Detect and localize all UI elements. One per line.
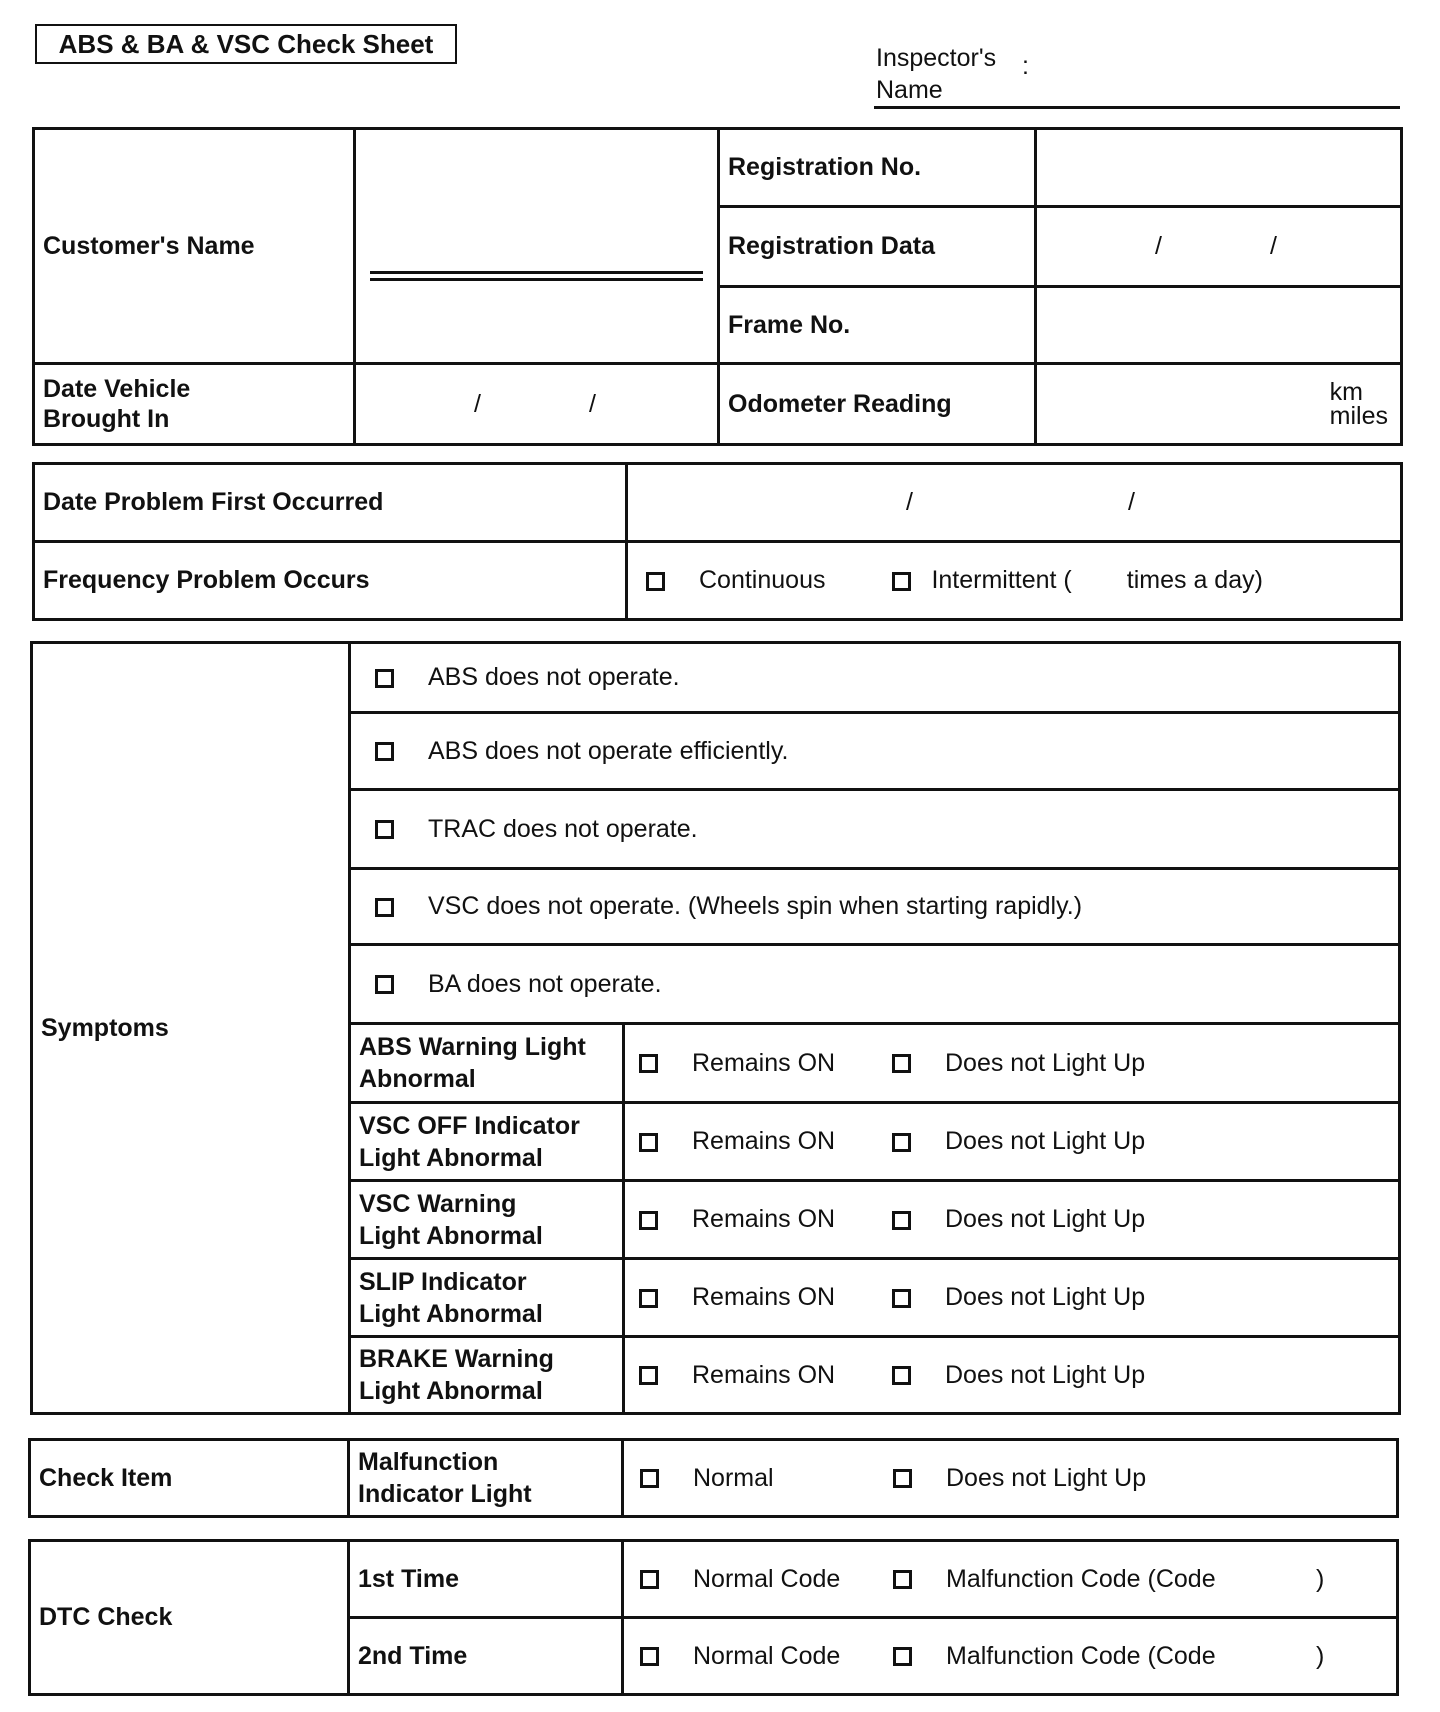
light-options bbox=[624, 1337, 1400, 1414]
normal-checkbox[interactable] bbox=[640, 1469, 659, 1488]
malfunction-indicator-label: Malfunction Indicator Light bbox=[349, 1440, 623, 1517]
vehicle-table bbox=[32, 127, 1403, 446]
normal-code-label: Normal Code bbox=[693, 1564, 841, 1593]
normal-label: Normal bbox=[693, 1463, 774, 1492]
malfunction-code-label: Malfunction Code (Code bbox=[946, 1564, 1216, 1593]
date-first-label: Date Problem First Occurred bbox=[34, 464, 627, 542]
continuous-checkbox[interactable] bbox=[646, 572, 665, 591]
date-brought-field[interactable] bbox=[355, 364, 719, 445]
dtc-options bbox=[623, 1618, 1398, 1695]
symptoms-label: Symptoms bbox=[32, 643, 350, 1414]
symptom-row bbox=[350, 869, 1400, 945]
light-label: ABS Warning Light Abnormal bbox=[350, 1024, 624, 1103]
not-light-checkbox[interactable] bbox=[892, 1054, 911, 1073]
frequency-options bbox=[627, 542, 1402, 620]
date-first-field[interactable] bbox=[627, 464, 1402, 542]
light-label: VSC OFF Indicator Light Abnormal bbox=[350, 1103, 624, 1181]
symptom-checkbox[interactable] bbox=[375, 975, 394, 994]
light-options bbox=[624, 1259, 1400, 1337]
normal-code-checkbox[interactable] bbox=[640, 1570, 659, 1589]
not-light-checkbox[interactable] bbox=[893, 1469, 912, 1488]
remains-on-checkbox[interactable] bbox=[639, 1289, 658, 1308]
symptoms-table bbox=[30, 641, 1401, 1415]
light-options bbox=[624, 1024, 1400, 1103]
inspector-label: Inspector's Name bbox=[876, 44, 997, 104]
light-label: BRAKE Warning Light Abnormal bbox=[350, 1337, 624, 1414]
remains-on-label: Remains ON bbox=[692, 1127, 836, 1155]
remains-on-label: Remains ON bbox=[692, 1205, 836, 1233]
light-label: VSC Warning Light Abnormal bbox=[350, 1181, 624, 1259]
symptom-row bbox=[350, 643, 1400, 713]
malfunction-code-label: Malfunction Code (Code bbox=[946, 1641, 1216, 1670]
not-light-label: Does not Light Up bbox=[945, 1360, 1146, 1389]
dtc-table bbox=[28, 1539, 1399, 1696]
malfunction-code-checkbox[interactable] bbox=[893, 1647, 912, 1666]
not-light-checkbox[interactable] bbox=[892, 1211, 911, 1230]
symptom-checkbox[interactable] bbox=[375, 742, 394, 761]
symptom-text: ABS does not operate efficiently. bbox=[428, 736, 789, 765]
customer-name-label: Customer's Name bbox=[34, 129, 355, 364]
date-slash: / bbox=[588, 389, 596, 418]
first-time-label: 1st Time bbox=[349, 1541, 623, 1618]
malfunction-code-checkbox[interactable] bbox=[893, 1570, 912, 1589]
registration-no-label: Registration No. bbox=[719, 129, 1036, 207]
normal-code-label: Normal Code bbox=[693, 1641, 841, 1670]
date-brought-label: Date Vehicle Brought In bbox=[34, 364, 355, 445]
symptom-row bbox=[350, 945, 1400, 1024]
date-slash: / bbox=[1269, 232, 1277, 260]
remains-on-label: Remains ON bbox=[692, 1283, 836, 1311]
continuous-label: Continuous bbox=[699, 566, 826, 594]
times-a-day-label: times a day) bbox=[1126, 566, 1263, 594]
not-light-label: Does not Light Up bbox=[945, 1048, 1146, 1077]
remains-on-checkbox[interactable] bbox=[639, 1366, 658, 1385]
frame-no-label: Frame No. bbox=[719, 287, 1036, 364]
unit-km: km bbox=[1329, 378, 1363, 406]
not-light-checkbox[interactable] bbox=[892, 1289, 911, 1308]
frequency-label: Frequency Problem Occurs bbox=[34, 542, 627, 620]
not-light-label: Does not Light Up bbox=[945, 1127, 1146, 1155]
inspector-colon: : bbox=[1022, 52, 1029, 80]
normal-code-checkbox[interactable] bbox=[640, 1647, 659, 1666]
symptom-checkbox[interactable] bbox=[375, 820, 394, 839]
not-light-label: Does not Light Up bbox=[946, 1463, 1147, 1492]
light-label: SLIP Indicator Light Abnormal bbox=[350, 1259, 624, 1337]
symptom-row bbox=[350, 790, 1400, 869]
symptom-text: VSC does not operate. (Wheels spin when starting rapidly.) bbox=[428, 892, 1083, 920]
not-light-label: Does not Light Up bbox=[945, 1205, 1146, 1233]
remains-on-checkbox[interactable] bbox=[639, 1133, 658, 1152]
check-item-label: Check Item bbox=[30, 1440, 349, 1517]
intermittent-label: Intermittent ( bbox=[931, 566, 1072, 594]
second-time-label: 2nd Time bbox=[349, 1618, 623, 1695]
close-paren: ) bbox=[1316, 1564, 1325, 1593]
date-slash: / bbox=[474, 389, 481, 418]
symptom-checkbox[interactable] bbox=[375, 669, 394, 688]
date-slash: / bbox=[1127, 488, 1135, 516]
check-item-table bbox=[28, 1438, 1399, 1518]
not-light-label: Does not Light Up bbox=[945, 1283, 1146, 1311]
intermittent-checkbox[interactable] bbox=[892, 572, 911, 591]
symptom-row bbox=[350, 713, 1400, 790]
light-options bbox=[624, 1103, 1400, 1181]
remains-on-label: Remains ON bbox=[692, 1360, 836, 1389]
close-paren: ) bbox=[1316, 1641, 1325, 1670]
remains-on-checkbox[interactable] bbox=[639, 1211, 658, 1230]
unit-miles: miles bbox=[1329, 402, 1388, 430]
dtc-check-label: DTC Check bbox=[30, 1541, 349, 1695]
registration-data-field[interactable] bbox=[1036, 207, 1402, 287]
inspector-name-field[interactable] bbox=[874, 106, 1400, 109]
sheet-title: ABS & BA & VSC Check Sheet bbox=[35, 24, 457, 64]
symptom-text: BA does not operate. bbox=[428, 969, 662, 998]
check-options bbox=[623, 1440, 1398, 1517]
symptom-text: TRAC does not operate. bbox=[428, 814, 698, 843]
light-options bbox=[624, 1181, 1400, 1259]
frame-no-field[interactable] bbox=[1036, 287, 1402, 364]
date-slash: / bbox=[1155, 232, 1162, 260]
remains-on-label: Remains ON bbox=[692, 1048, 836, 1077]
problem-table bbox=[32, 462, 1403, 621]
registration-data-label: Registration Data bbox=[719, 207, 1036, 287]
date-slash: / bbox=[906, 488, 913, 516]
not-light-checkbox[interactable] bbox=[892, 1366, 911, 1385]
symptom-checkbox[interactable] bbox=[375, 898, 394, 917]
odometer-label: Odometer Reading bbox=[719, 364, 1036, 445]
symptom-text: ABS does not operate. bbox=[428, 663, 680, 691]
registration-no-field[interactable] bbox=[1036, 129, 1402, 207]
odometer-field[interactable] bbox=[1036, 364, 1402, 445]
remains-on-checkbox[interactable] bbox=[639, 1054, 658, 1073]
customer-name-field[interactable] bbox=[355, 129, 719, 364]
dtc-options bbox=[623, 1541, 1398, 1618]
not-light-checkbox[interactable] bbox=[892, 1133, 911, 1152]
